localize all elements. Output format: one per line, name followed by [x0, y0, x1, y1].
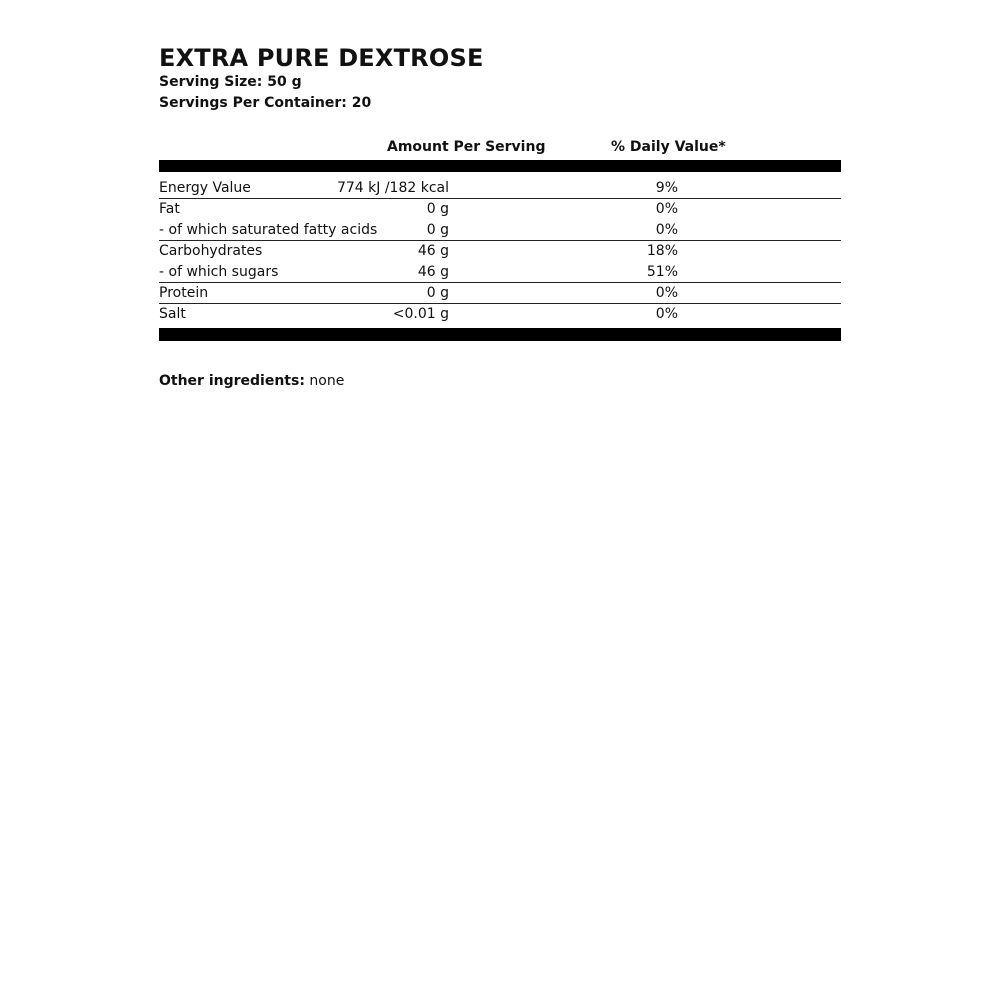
nutrient-daily-value: 51% [646, 264, 678, 280]
nutrient-row-sugars [159, 262, 841, 283]
nutrient-daily-value: 18% [646, 243, 678, 259]
nutrient-row-saturated-fat [159, 220, 841, 241]
product-title: EXTRA PURE DEXTROSE [159, 44, 484, 72]
nutrient-table [159, 178, 841, 325]
servings-per-container: Servings Per Container: 20 [159, 95, 372, 111]
other-ingredients-label: Other ingredients: [159, 373, 305, 389]
nutrient-name: Salt [159, 306, 186, 322]
nutrient-amount: <0.01 g [392, 306, 449, 322]
other-ingredients-value: none [309, 373, 345, 389]
nutrient-name: Protein [159, 285, 209, 301]
header-daily-value: % Daily Value* [611, 139, 726, 155]
nutrient-amount: 46 g [417, 264, 449, 280]
nutrient-row-salt [159, 304, 841, 325]
nutrient-amount: 0 g [426, 222, 449, 238]
nutrient-daily-value: 0% [655, 222, 678, 238]
nutrient-name: - of which sugars [159, 264, 279, 280]
nutrient-name: Energy Value [159, 180, 251, 196]
nutrient-daily-value: 9% [655, 180, 678, 196]
nutrient-amount: 46 g [417, 243, 449, 259]
bottom-divider-bar [159, 328, 841, 341]
nutrient-daily-value: 0% [655, 285, 678, 301]
nutrient-name: Fat [159, 201, 180, 217]
header-amount-per-serving: Amount Per Serving [387, 139, 546, 155]
nutrient-name: Carbohydrates [159, 243, 263, 259]
nutrient-row-energy [159, 178, 841, 199]
nutrient-row-fat [159, 199, 841, 220]
nutrient-amount: 0 g [426, 285, 449, 301]
nutrition-label [159, 44, 841, 391]
serving-size: Serving Size: 50 g [159, 74, 302, 90]
nutrient-amount: 774 kJ /182 kcal [336, 180, 449, 196]
nutrient-amount: 0 g [426, 201, 449, 217]
column-headers [159, 139, 841, 159]
nutrient-name: - of which saturated fatty acids [159, 222, 378, 238]
top-divider-bar [159, 160, 841, 172]
other-ingredients [159, 371, 841, 391]
nutrient-row-protein [159, 283, 841, 304]
nutrient-daily-value: 0% [655, 306, 678, 322]
nutrient-daily-value: 0% [655, 201, 678, 217]
nutrient-row-carbohydrates [159, 241, 841, 262]
